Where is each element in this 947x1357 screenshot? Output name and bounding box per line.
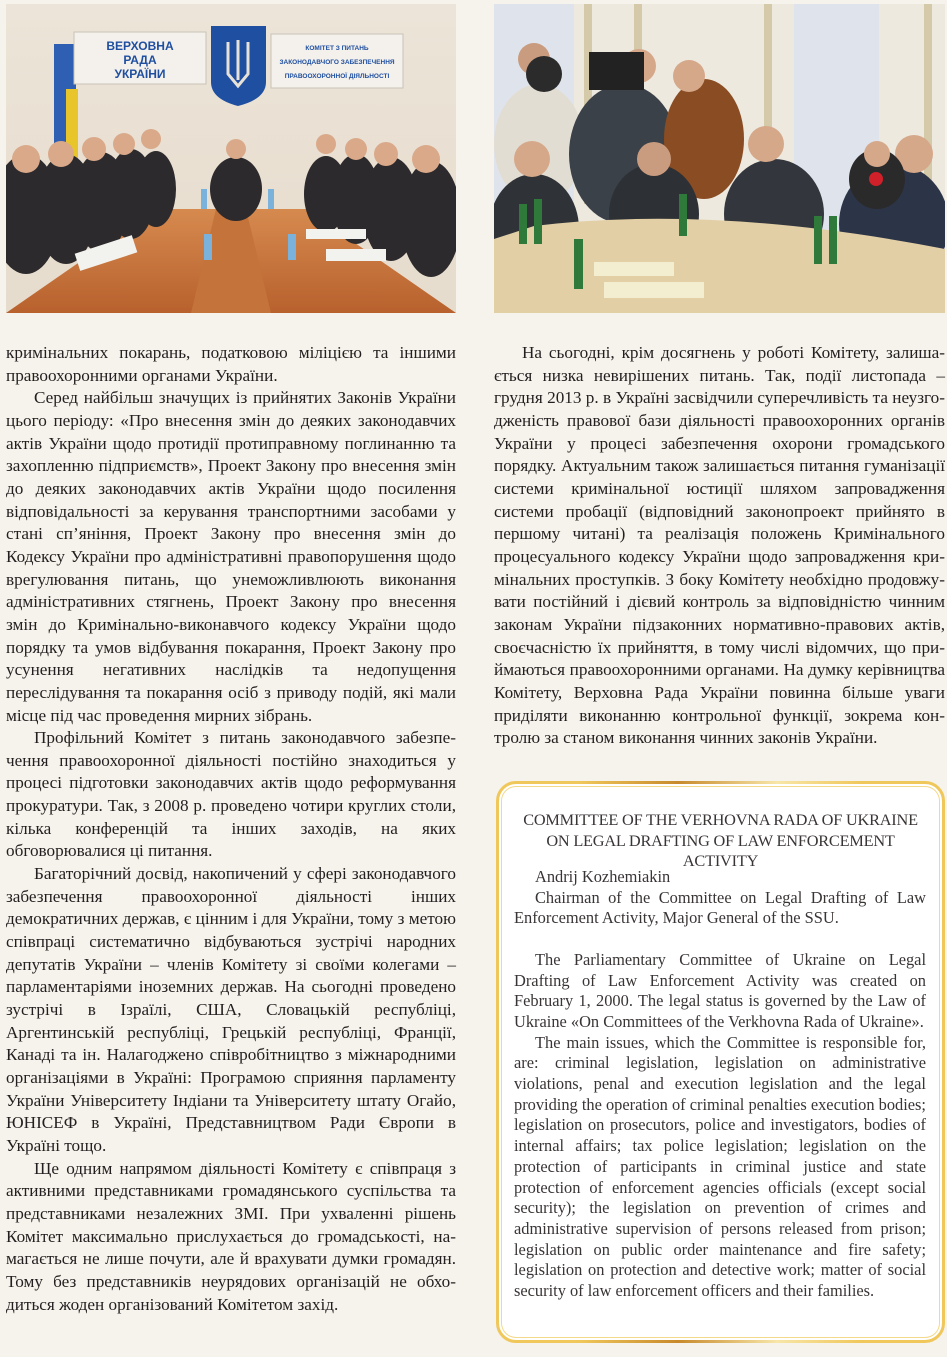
paragraph: кримінальних покарань, податковою міліцією та іншими правоохоронними органами України. <box>6 343 456 385</box>
sign-line: ПРАВООХОРОННОЇ ДІЯЛЬНОСТІ <box>284 73 390 80</box>
paragraph: The Parliamentary Committee of Ukraine on Legal Drafting of Law Enforcement Activity was created on February 1, 2000. The legal status is governed by the Law of Ukraine «On Committees of the Verkhovna Rada of Ukraine». <box>514 949 926 1031</box>
video-camera-icon <box>589 52 644 90</box>
photo-press-at-meeting <box>494 4 945 313</box>
author-position: Chairman of the Committee on Legal Drafting of Law Enforcement Activity, Major General of the SSU. <box>514 887 926 928</box>
press-photo-illustration <box>494 4 945 313</box>
photo-committee-meeting <box>6 4 456 313</box>
microphone-icon <box>869 172 883 186</box>
paragraph: Багаторічний досвід, накопичений у сфері законодавчого забезпечення правоохоронної діяльності інших демократичних держав, є цінним і для України, тому з метою співпраці систематично відбуваються зустрічі народних депутатів України – членів Комітету зі своїми колегами – парламентаріями іноземних держав. На сьогодні проведено зустрічі в Ізраїлі, США, Словацькій республіці, Аргентинській республіці, Грецькій республіці, Франції, Канаді та ін. Налагоджено співробітництво з міжнародними організаціями в Україні: Програмою сприяння парламенту України Університету Індіани та Університету штату Огайо, ЮНІСЕФ в Україні, Представництвом Ради Європи в Україні тощо. <box>6 864 456 1155</box>
paragraph: Ще одним напрямом діяльності Комітету є співпраця з активними представниками громадянського суспільства та представниками незалежних ЗМІ. При ухваленні рішень Комітет максимально прислухається до громадськості, намагається не лише почути, але й врахувати думки громадян. Тому без представників неурядових організацій не обходиться жоден організований Комітетом захід. <box>6 1158 456 1314</box>
sign-line: РАДА <box>123 53 157 67</box>
title-line: ON LEGAL DRAFTING OF LAW ENFORCEMENT ACTIVITY <box>546 830 895 870</box>
paragraph: Профільний Комітет з питань законодавчого забезпечення правоохоронної діяльності постійно знаходиться у процесі підготовки законодавчих актів щодо реформування прокуратури. Так, з 2008 р. проведено чотири круглих столи, кілька конференцій та інших заходів, на яких обговорювалися ці питання. <box>6 728 456 861</box>
title-line: COMMITTEE OF THE VERHOVNA RADA OF UKRAINE <box>523 810 918 829</box>
english-summary-title <box>509 810 932 872</box>
author-name: Andrij Kozhemiakin <box>535 867 671 886</box>
gold-divider <box>579 781 862 784</box>
sign-line: УКРАЇНИ <box>114 67 166 81</box>
camera-icon <box>526 56 562 92</box>
sign-line: ЗАКОНОДАВЧОГО ЗАБЕЗПЕЧЕННЯ <box>279 59 395 66</box>
english-summary-box <box>496 781 945 1343</box>
article-left-column <box>6 342 456 1316</box>
article-right-column <box>494 342 945 750</box>
spacer <box>514 929 926 950</box>
gold-divider <box>579 1340 862 1343</box>
meeting-photo-illustration <box>6 4 456 313</box>
paragraph: The main issues, which the Committee is responsible for, are: criminal legislation, legislation on administrative violations, penal and execution legislation and the legal providing the operation of criminal penalties execution bodies; legislation on prosecutors, police and investigators, bodies of internal affairs; tax police legislation; legislation on the protection of participants in criminal justice and state protection of enforcement agencies officials (except social security); the legislation on prevention of crimes and administrative supervision of persons released from prison; legislation on public order maintenance and fire safety; legislation on protection and detective work; matter of social security of law enforcement officers and their families. <box>514 1032 926 1301</box>
sign-line: ВЕРХОВНА <box>106 39 174 53</box>
paragraph: На сьогодні, крім досягнень у роботі Комітету, залишається низка невирішених питань. Так, події листопада – грудня 2013 р. в Україні засвідчили суперечливість та неузгодженість правової бази діяльності правоохоронних органів України у процесі забезпечення охорони громадського порядку. Актуальним також залишається питання гуманізації системи кримінальної юстиції шляхом запровадження системи пробації (відповідний законопроект прийнято в першому читані) та реалізація положень Кримінального процесуального кодексу України щодо запровадження кримінальних проступків. З боку Комітету необхідно продовжувати постійний і дієвий контроль за відповідністю чинним законам України підзаконних нормативно-правових актів, своєчасністю їх прийняття, в тому числі відомчих, що приймаються правоохоронними органами. На думку керівництва Комітету, Верховна Рада України повинна більше уваги приділяти виконанню контрольної функції, зокрема контролю за станом виконання чинних законів України. <box>494 343 945 748</box>
sign-line: КОМІТЕТ З ПИТАНЬ <box>305 45 369 52</box>
paragraph: Серед найбільш значущих із прийнятих Законів України цього періоду: «Про внесення змін до деяких законодавчих актів України щодо протидії протиправному поглинанню та захопленню підприємств», Проект Закону про внесення змін до деяких законодавчих актів України щодо посилення відповідальності за керування транспортними засобами у стані сп’яніння, Проект Закону про внесення змін до Кодексу України про адміністративні правопорушення щодо врегулювання питань, що унеможливлюють виконання адміністративних стягнень, Проект Закону про внесення змін до Кримінально-виконавчого кодексу України щодо порядку та умов відбування покарання, Проект Закону про усунення негативних наслідків та недопущення переслідування та покарання осіб з приводу подій, які мали місце під час проведення мирних зібрань. <box>6 388 456 725</box>
english-summary-body <box>514 867 926 1302</box>
